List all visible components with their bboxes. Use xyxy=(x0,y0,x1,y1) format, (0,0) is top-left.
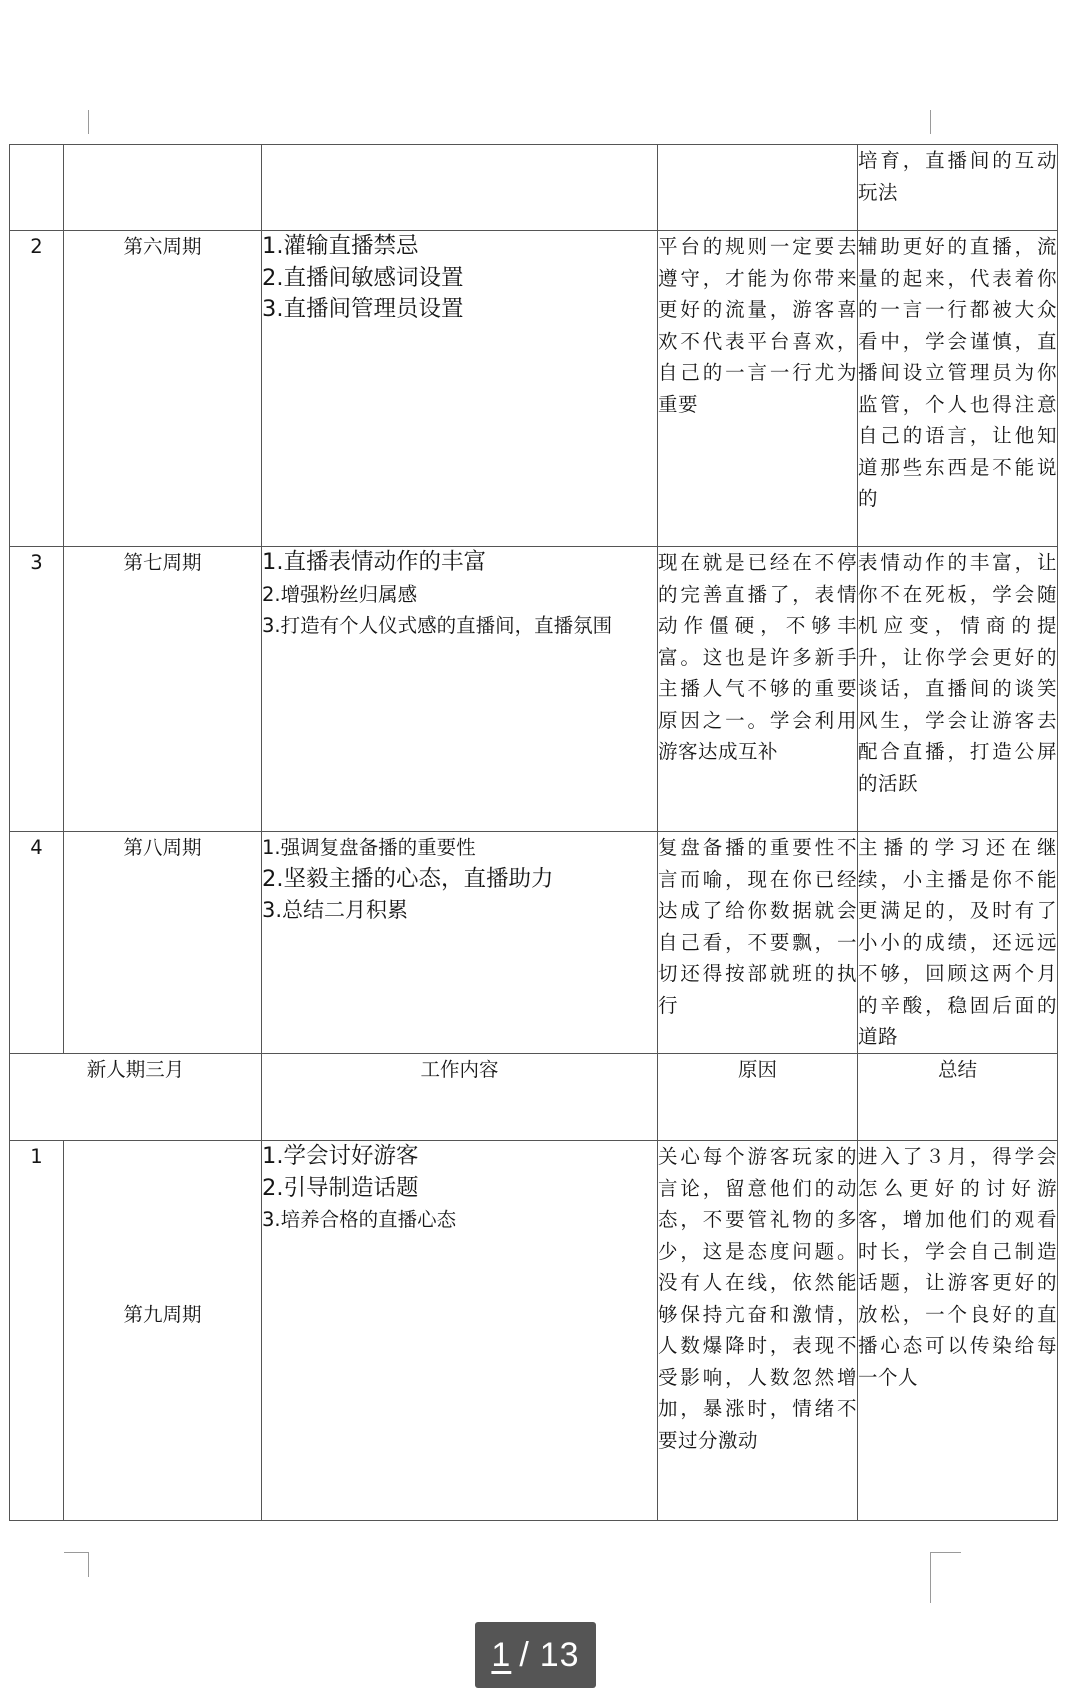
period-cell: 第六周期 xyxy=(64,231,262,547)
table-header-row xyxy=(10,1054,1058,1141)
table-row xyxy=(10,547,1058,832)
crop-mark-bottom-left xyxy=(64,1552,89,1577)
content-cell xyxy=(262,1141,658,1521)
total-pages: 13 xyxy=(539,1635,580,1674)
content-item: 1.学会讨好游客 xyxy=(262,1143,419,1169)
crop-mark-top-left xyxy=(88,110,89,134)
page-separator: / xyxy=(519,1635,530,1674)
content-item: 2.引导制造话题 xyxy=(262,1174,419,1201)
content-item: 3.打造有个人仪式感的直播间，直播氛围 xyxy=(262,614,613,637)
summary-cell: 培育，直播间的互动玩法 xyxy=(858,145,1058,231)
period-cell: 第九周期 xyxy=(64,1141,262,1521)
content-item: 1.强调复盘备播的重要性 xyxy=(262,836,476,859)
summary-cell: 主播的学习还在继续，小主播是你不能更满足的，及时有了小小的成绩，还远远不够，回顾这两个月的辛酸，稳固后面的道路 xyxy=(858,832,1058,1054)
content-item: 2.坚毅主播的心态，直播助力 xyxy=(262,865,554,892)
page-indicator[interactable] xyxy=(475,1622,596,1688)
summary-cell: 辅助更好的直播，流量的起来，代表着你的一言一行都被大众看中，学会谨慎，直播间设立管理员为你监管，个人也得注意自己的语言，让他知道那些东西是不能说的 xyxy=(858,231,1058,547)
table-row xyxy=(10,832,1058,1054)
week-cell xyxy=(64,145,262,231)
content-item: 3.直播间管理员设置 xyxy=(262,296,464,322)
reason-cell: 复盘备播的重要性不言而喻，现在你已经达成了给你数据就会自己看，不要飘，一切还得按部就班的执行 xyxy=(658,832,858,1054)
content-item: 2.直播间敏感词设置 xyxy=(262,264,464,291)
reason-header: 原因 xyxy=(658,1054,858,1141)
period-cell: 第八周期 xyxy=(64,832,262,1054)
content-header: 工作内容 xyxy=(262,1054,658,1141)
table-row-continued xyxy=(10,145,1058,231)
content-cell xyxy=(262,145,658,231)
summary-cell: 进入了３月，得学会怎么更好的讨好游客，增加他们的观看时长，学会自己制造话题，让游客更好的放松，一个良好的直播心态可以传染给每一个人 xyxy=(858,1141,1058,1521)
reason-cell: 平台的规则一定要去遵守，才能为你带来更好的流量，游客喜欢不代表平台喜欢，自己的一言一行尤为重要 xyxy=(658,231,858,547)
content-cell xyxy=(262,832,658,1054)
table-row xyxy=(10,1141,1058,1521)
current-page: 1 xyxy=(491,1635,512,1674)
content-item: 1.灌输直播禁忌 xyxy=(262,233,419,259)
reason-cell: 现在就是已经在不停的完善直播了，表情动作僵硬，不够丰富。这也是许多新手主播人气不够的重要原因之一。学会利用游客达成互补 xyxy=(658,547,858,832)
summary-header: 总结 xyxy=(858,1054,1058,1141)
crop-mark-top-right xyxy=(930,110,931,134)
content-cell xyxy=(262,231,658,547)
content-item: 2.增强粉丝归属感 xyxy=(262,582,418,606)
reason-cell xyxy=(658,145,858,231)
row-number: 4 xyxy=(10,832,64,1054)
row-number: 2 xyxy=(10,231,64,547)
content-cell xyxy=(262,547,658,832)
content-item: 3.总结二月积累 xyxy=(262,898,409,922)
row-number: 1 xyxy=(10,1141,64,1521)
period-cell: 第七周期 xyxy=(64,547,262,832)
plan-table xyxy=(9,144,1058,1521)
table-row xyxy=(10,231,1058,547)
content-item: 1.直播表情动作的丰富 xyxy=(262,549,486,575)
content-item: 3.培养合格的直播心态 xyxy=(262,1208,457,1231)
summary-cell: 表情动作的丰富，让你不在死板，学会随机应变，情商的提升，让你学会更好的谈话，直播间的谈笑风生，学会让游客去配合直播，打造公屏的活跃 xyxy=(858,547,1058,832)
crop-mark-bottom-right xyxy=(930,1552,961,1603)
reason-cell: 关心每个游客玩家的言论，留意他们的动态，不要管礼物的多少，这是态度问题。没有人在线，依然能够保持亢奋和激情，人数爆降时，表现不受影响，人数忽然增加，暴涨时，情绪不要过分激动 xyxy=(658,1141,858,1521)
num-cell xyxy=(10,145,64,231)
row-number: 3 xyxy=(10,547,64,832)
period-header: 新人期三月 xyxy=(10,1054,262,1141)
